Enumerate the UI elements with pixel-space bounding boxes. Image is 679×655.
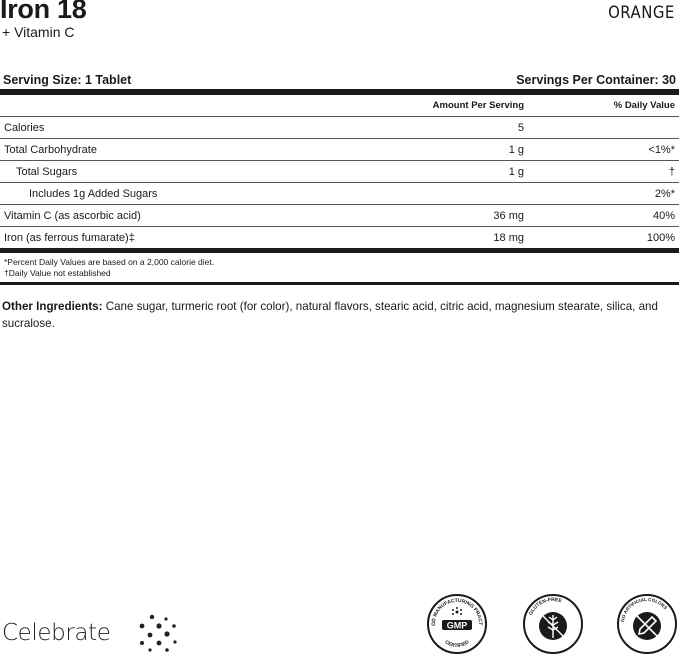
nutrient-dv: 100% bbox=[646, 231, 675, 244]
nutrient-name: Total Carbohydrate bbox=[0, 139, 429, 161]
flavor-label: ORANGE bbox=[608, 3, 675, 23]
nutrient-name: Iron (as ferrous fumarate)‡ bbox=[4, 231, 135, 244]
ingredients-label: Other Ingredients: bbox=[2, 300, 103, 313]
gmp-certified-icon bbox=[426, 593, 488, 655]
col-dv-header: % Daily Value bbox=[524, 95, 679, 117]
nutrient-dv bbox=[524, 117, 679, 139]
brand-dots-icon bbox=[138, 614, 180, 652]
gluten-free-icon bbox=[522, 593, 584, 655]
nutrient-dv: <1%* bbox=[524, 139, 679, 161]
brand-logo-text: Celebrate bbox=[2, 620, 111, 646]
table-row bbox=[0, 205, 679, 227]
nutrient-amount bbox=[429, 183, 524, 205]
supplement-facts-panel bbox=[0, 70, 679, 285]
table-header bbox=[0, 95, 679, 117]
product-subtitle: + Vitamin C bbox=[2, 24, 75, 40]
no-artificial-colors-text: NO ARTIFICIAL COLORS bbox=[620, 596, 669, 623]
serving-row bbox=[0, 70, 679, 89]
nutrient-name: Vitamin C (as ascorbic acid) bbox=[0, 205, 429, 227]
ingredients-text: Cane sugar, turmeric root (for color), natural flavors, stearic acid, citric acid, magnesium stearate, silica, and sucralose. bbox=[2, 300, 658, 330]
footnote-not-established: †Daily Value not established bbox=[4, 268, 111, 278]
nutrient-amount: 1 g bbox=[429, 161, 524, 183]
footnote-daily-values: *Percent Daily Values are based on a 2,000 calorie diet. bbox=[4, 257, 215, 267]
table-row bbox=[0, 227, 679, 249]
footnotes bbox=[0, 253, 679, 282]
nutrient-amount: 36 mg bbox=[429, 205, 524, 227]
nutrient-amount: 1 g bbox=[429, 139, 524, 161]
product-title: Iron 18 bbox=[0, 0, 87, 24]
nutrient-name: Total Sugars bbox=[0, 161, 429, 183]
table-row bbox=[0, 161, 679, 183]
servings-per-container: Servings Per Container: 30 bbox=[516, 72, 676, 87]
other-ingredients bbox=[2, 298, 674, 332]
svg-text:CERTIFIED bbox=[444, 639, 471, 649]
no-artificial-colors-icon bbox=[616, 593, 678, 655]
serving-size: Serving Size: 1 Tablet bbox=[3, 72, 132, 87]
nutrient-dv: 40% bbox=[524, 205, 679, 227]
gluten-free-text: GLUTEN-FREE bbox=[527, 596, 563, 617]
nutrient-dv: 2%* bbox=[524, 183, 679, 205]
table-row bbox=[0, 117, 679, 139]
divider-bottom bbox=[0, 282, 679, 285]
table-row bbox=[0, 183, 679, 205]
gmp-center-text: GMP bbox=[446, 620, 468, 631]
gmp-top-text: OD MANUFACTURING PRACT bbox=[430, 597, 484, 626]
nutrient-amount: 18 mg bbox=[493, 231, 524, 244]
nutrient-name: Calories bbox=[0, 117, 429, 139]
nutrient-amount: 5 bbox=[429, 117, 524, 139]
nutrient-name: Includes 1g Added Sugars bbox=[0, 183, 429, 205]
nutrition-table bbox=[0, 95, 679, 248]
col-amount-header: Amount Per Serving bbox=[429, 95, 524, 117]
table-row bbox=[0, 139, 679, 161]
nutrient-dv: † bbox=[524, 161, 679, 183]
gmp-bottom-text: CERTIFIED bbox=[443, 639, 471, 650]
